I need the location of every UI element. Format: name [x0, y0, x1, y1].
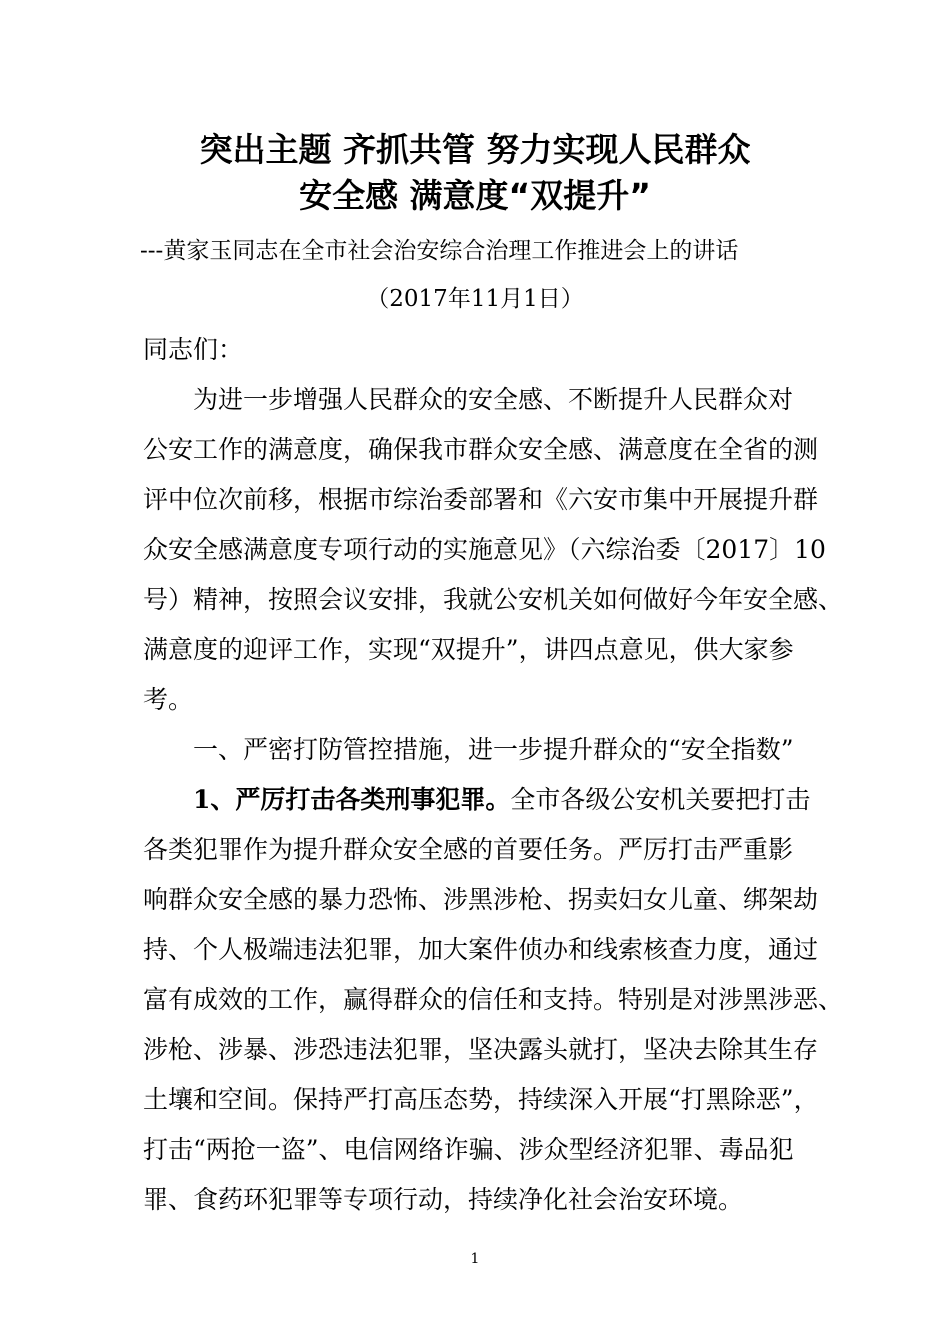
paragraph-line: 为进一步增强人民群众的安全感、不断提升人民群众对: [193, 385, 794, 414]
paragraph-line: 土壤和空间。保持严打高压态势，持续深入开展“打黑除恶”，: [143, 1085, 819, 1114]
paragraph-line: 响群众安全感的暴力恐怖、涉黑涉枪、拐卖妇女儿童、绑架劫: [143, 885, 819, 914]
paragraph-line: 涉枪、涉暴、涉恐违法犯罪，坚决露头就打，坚决去除其生存: [143, 1035, 819, 1064]
paragraph-line: 打击“两抢一盗”、电信网络诈骗、涉众型经济犯罪、毒品犯: [143, 1135, 794, 1164]
paragraph-line: 众安全感满意度专项行动的实施意见》（六综治委〔2017〕10: [143, 535, 826, 564]
paragraph-line: 考。: [143, 685, 194, 714]
document-title-line-2: 安全感 满意度“双提升”: [299, 176, 651, 215]
section-heading: 一、严密打防管控措施，进一步提升群众的“安全指数”: [193, 735, 794, 764]
paragraph-line: 评中位次前移，根据市综治委部署和《六安市集中开展提升群: [143, 485, 819, 514]
paragraph-line: 满意度的迎评工作，实现“双提升”，讲四点意见，供大家参: [143, 635, 794, 664]
document-date: （2017年11月1日）: [366, 286, 584, 312]
point-first-line: [193, 784, 810, 816]
point-text: 全市各级公安机关要把打击: [510, 785, 811, 814]
document-subtitle: ---黄家玉同志在全市社会治安综合治理工作推进会上的讲话: [140, 238, 739, 264]
paragraph-line: 号）精神，按照会议安排，我就公安机关如何做好今年安全感、: [143, 585, 844, 614]
paragraph-line: 持、个人极端违法犯罪，加大案件侦办和线索核查力度，通过: [143, 935, 819, 964]
paragraph-line: 公安工作的满意度，确保我市群众安全感、满意度在全省的测: [143, 435, 819, 464]
page-number: 1: [470, 1251, 480, 1267]
point-heading: 1、严厉打击各类刑事犯罪。: [193, 785, 511, 814]
paragraph-line: 各类犯罪作为提升群众安全感的首要任务。严厉打击严重影: [143, 835, 794, 864]
paragraph-line: 罪、食药环犯罪等专项行动，持续净化社会治安环境。: [143, 1185, 744, 1214]
paragraph-line: 富有成效的工作，赢得群众的信任和支持。特别是对涉黑涉恶、: [143, 985, 844, 1014]
document-title-line-1: 突出主题 齐抓共管 努力实现人民群众: [199, 130, 751, 169]
salutation: 同志们：: [143, 335, 244, 364]
